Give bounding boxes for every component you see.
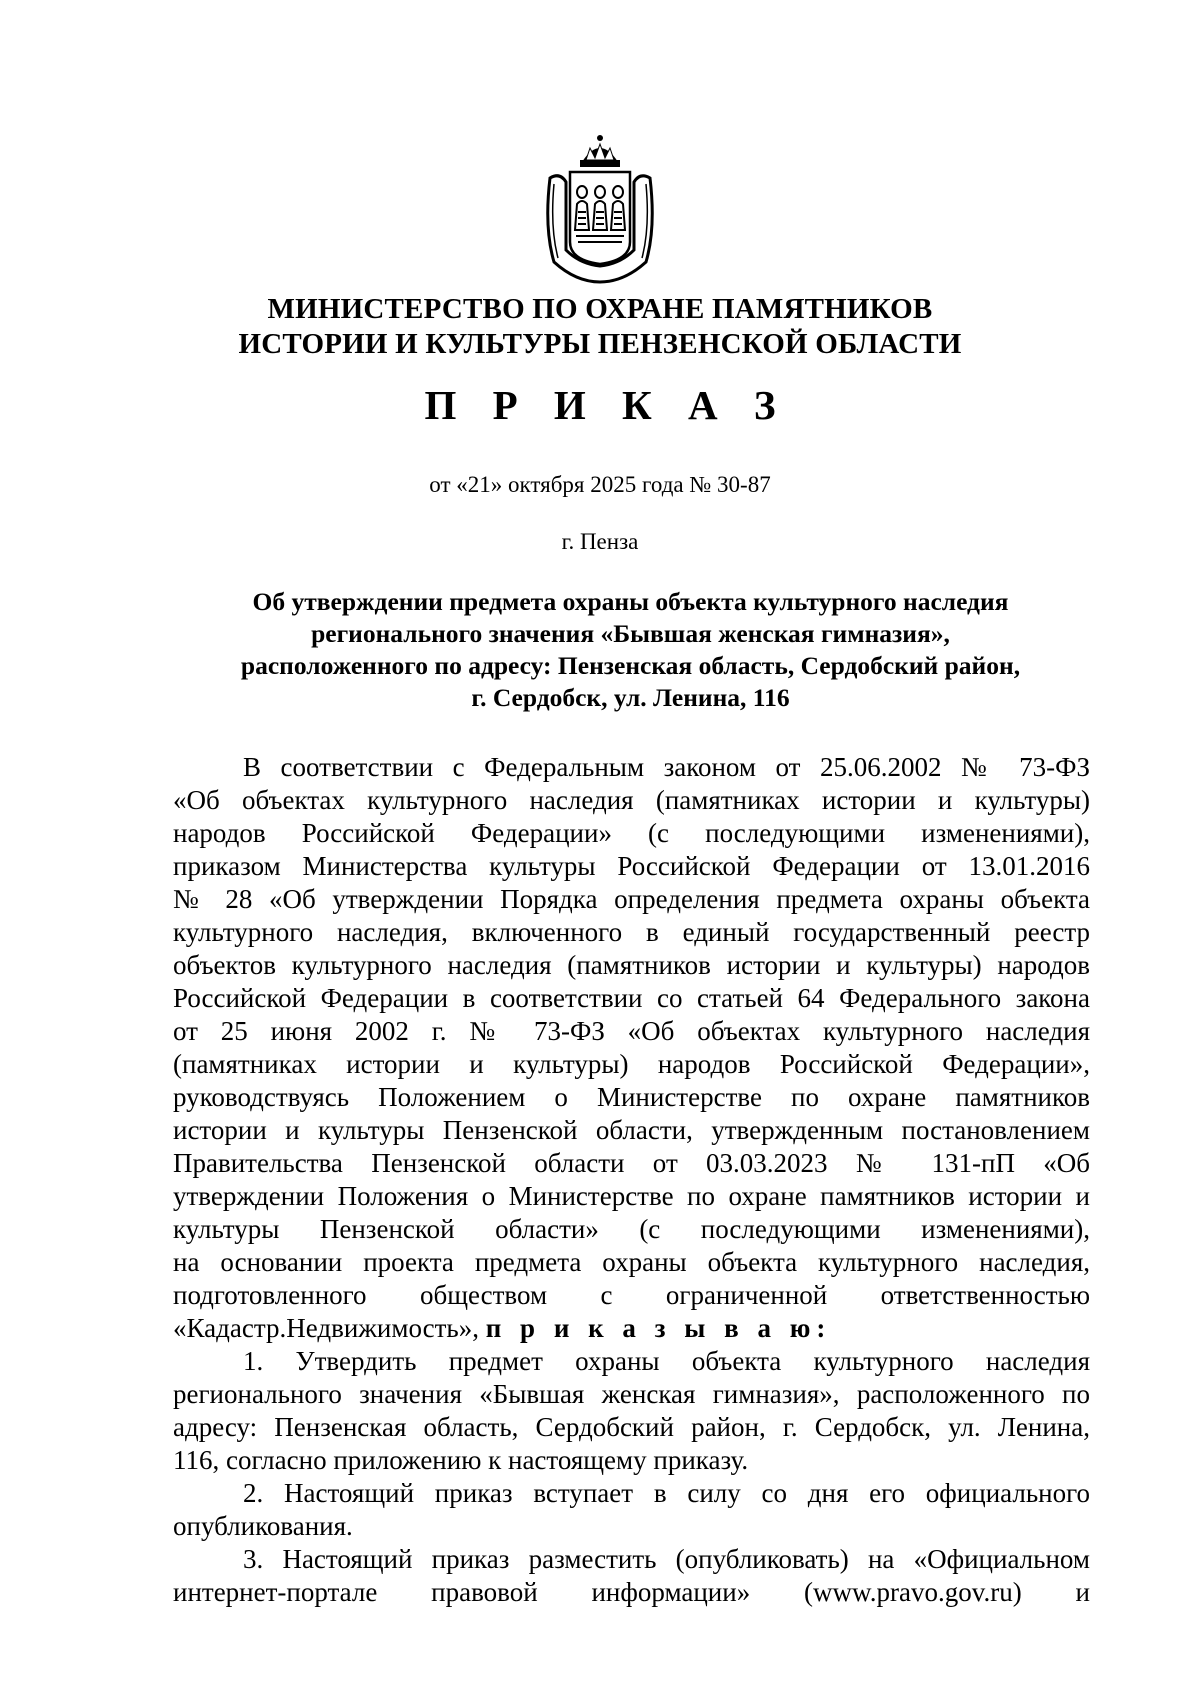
ministry-line: ИСТОРИИ И КУЛЬТУРЫ ПЕНЗЕНСКОЙ ОБЛАСТИ (238, 328, 962, 360)
subject-line: г. Сердобск, ул. Ленина, 116 (471, 683, 790, 712)
subject-line: Об утверждении предмета охраны объекта культурного наследия (252, 587, 1009, 616)
subject-line: расположенного по адресу: Пензенская область, Сердобский район, (240, 651, 1021, 680)
item-2-line: опубликования. (173, 1511, 353, 1541)
order-subject (168, 586, 1093, 714)
ministry-line: МИНИСТЕРСТВО ПО ОХРАНЕ ПАМЯТНИКОВ (267, 293, 933, 325)
item-1-line: 116, согласно приложению к настоящему приказу. (173, 1445, 749, 1475)
body-line: объектов культурного наследия (памятников истории и культуры) народов (173, 950, 1090, 980)
body-closing-line (173, 1312, 1090, 1345)
body-line: Российской Федерации в соответствии со статьей 64 Федерального закона (173, 983, 1090, 1013)
body-line: народов Российской Федерации» (с последующими изменениями), (173, 818, 1090, 848)
body-line: № 28 «Об утверждении Порядка определения предмета охраны объекта (173, 884, 1090, 914)
item-3-line: 3. Настоящий приказ разместить (опубликовать) на «Официальном (243, 1544, 1090, 1574)
coat-of-arms-icon (540, 132, 660, 284)
body-line: Правительства Пензенской области от 03.03.2023 № 131-пП «Об (173, 1148, 1090, 1178)
body-line: утверждении Положения о Министерстве по охране памятников истории и (173, 1181, 1090, 1211)
order-word: п р и к а з ы в а ю: (485, 1313, 832, 1343)
item-1-line: адресу: Пензенская область, Сердобский район, г. Сердобск, ул. Ленина, (173, 1412, 1090, 1442)
body-line: подготовленного обществом с ограниченной ответственностью (173, 1280, 1090, 1310)
item-3-line: интернет-портале правовой информации» (www.pravo.gov.ru) и (173, 1577, 1090, 1607)
subject-line: регионального значения «Бывшая женская гимназия», (311, 619, 950, 648)
body-line: от 25 июня 2002 г. № 73-ФЗ «Об объектах культурного наследия (173, 1016, 1090, 1046)
body-line: на основании проекта предмета охраны объекта культурного наследия, (173, 1247, 1090, 1277)
body-line: «Об объектах культурного наследия (памятниках истории и культуры) (173, 785, 1090, 815)
body-line: (памятниках истории и культуры) народов Российской Федерации», (173, 1049, 1090, 1079)
item-2-line: 2. Настоящий приказ вступает в силу со дня его официального (243, 1478, 1090, 1508)
body-line: культуры Пензенской области» (с последующими изменениями), (173, 1214, 1090, 1244)
body-line: культурного наследия, включенного в единый государственный реестр (173, 917, 1090, 947)
body-line: истории и культуры Пензенской области, утвержденным постановлением (173, 1115, 1090, 1145)
item-1-line: регионального значения «Бывшая женская гимназия», расположенного по (173, 1379, 1090, 1409)
body-line: приказом Министерства культуры Российской Федерации от 13.01.2016 (173, 851, 1090, 881)
order-title: П Р И К А З (424, 382, 789, 428)
item-1-line: 1. Утвердить предмет охраны объекта культурного наследия (243, 1346, 1090, 1376)
order-city: г. Пенза (561, 529, 639, 554)
order-body (173, 751, 1090, 1609)
ministry-name (0, 292, 1200, 362)
order-date: от «21» октября 2025 года № 30-87 (429, 472, 771, 497)
body-closing-text: «Кадастр.Недвижимость», (173, 1313, 486, 1343)
body-line: В соответствии с Федеральным законом от 25.06.2002 № 73-ФЗ (243, 752, 1090, 782)
body-line: руководствуясь Положением о Министерстве по охране памятников (173, 1082, 1090, 1112)
